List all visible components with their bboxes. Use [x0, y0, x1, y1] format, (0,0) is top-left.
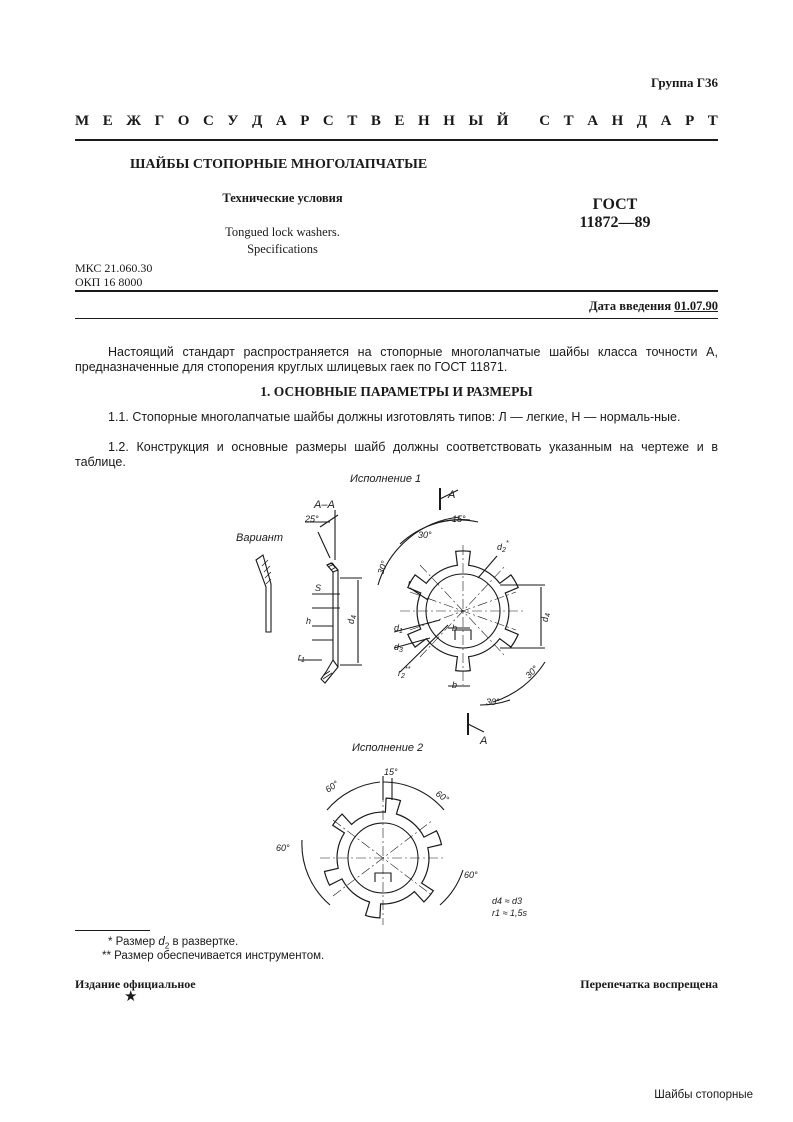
angle-30-left: 30° [375, 559, 390, 576]
d3-label: $d_3$ [394, 642, 403, 654]
footnote-2: ** Размер обеспечивается инструментом. [102, 950, 325, 962]
document-title: ШАЙБЫ СТОПОРНЫЕ МНОГОЛАПЧАТЫЕ [130, 157, 428, 172]
technical-conditions: Технические условия [222, 191, 343, 205]
official-edition: Издание официальное [75, 977, 196, 991]
reprint-prohibited: Перепечатка воспрещена [580, 977, 718, 991]
angle-30-top: 30° [418, 530, 432, 540]
english-title-line2: Specifications [247, 242, 318, 256]
interstate-letter: О [177, 113, 190, 129]
paragraph-1-1: 1.1. Стопорные многолапчатые шайбы должны изготовлять типов: Л — легкие, Н — нормаль-ные. [108, 410, 681, 424]
interstate-letter: Т [347, 113, 358, 129]
date-rule [75, 318, 718, 319]
s-label: S [315, 583, 322, 593]
version1-label: Исполнение 1 [350, 473, 422, 485]
interstate-letter: Т [707, 113, 718, 129]
interstate-letter: Т [563, 113, 574, 129]
section-aa-profile [321, 563, 338, 683]
r2-label: $r_2^{**}$ [398, 666, 411, 680]
note-d4-d3: d4 ≈ d3 [492, 896, 522, 906]
interstate-letter: В [370, 113, 381, 129]
r1-label: $r_1$ [298, 652, 305, 664]
angle-25-label: 25° [305, 514, 319, 524]
d1-label: $d_1$ [394, 623, 403, 635]
interstate-letter: Д [636, 113, 648, 129]
interstate-letter: Е [394, 113, 405, 129]
interstate-letter: А [660, 113, 672, 129]
interstate-letter: Ж [126, 113, 142, 129]
footnote-1: * Размер $d_2$ в развертке. [108, 936, 239, 951]
d2-label: $d_2^*$ [497, 540, 509, 554]
b-label-inner: b [452, 623, 458, 633]
mks-code: МКС 21.060.30 [75, 261, 153, 275]
washer-drawing [0, 465, 793, 925]
classification-codes [75, 261, 152, 289]
interstate-letter: Г [154, 113, 165, 129]
effective-date [589, 299, 718, 314]
angle-60-left: 60° [276, 843, 290, 853]
interstate-letter: У [227, 113, 239, 129]
interstate-letter: С [539, 113, 551, 129]
version2-label: Исполнение 2 [352, 742, 424, 754]
angle-15-top: 15° [452, 514, 466, 524]
d4-label: $d_4$ [346, 615, 358, 624]
interstate-letter: Д [251, 113, 263, 129]
section-1-title: 1. ОСНОВНЫЕ ПАРАМЕТРЫ И РАЗМЕРЫ [260, 384, 533, 399]
footnote-rule [75, 930, 150, 931]
group-label: Группа Г36 [650, 75, 718, 90]
angle-60-top-right: 60° [433, 788, 451, 805]
interstate-letter: Р [685, 113, 695, 129]
interstate-letter: Е [102, 113, 113, 129]
english-title-line1: Tongued lock washers. [225, 225, 340, 239]
interstate-letter: М [75, 113, 90, 129]
r-label: r [408, 578, 411, 588]
page-footer-label: Шайбы стопорные [654, 1089, 753, 1101]
d4-label-plan: $d_4$ [540, 613, 552, 622]
header-rule-top [75, 139, 718, 141]
angle-30-right: 30° [523, 663, 541, 681]
interstate-letter: Н [611, 113, 624, 129]
effective-date-value: 01.07.90 [674, 299, 718, 313]
variant-label: Вариант [236, 532, 284, 544]
interstate-standard-heading [75, 113, 718, 130]
cut-a-bottom: А [480, 735, 488, 747]
angle-60-top-left: 60° [323, 778, 341, 795]
interstate-letter: Н [418, 113, 430, 129]
section-aa-label: А–А [314, 499, 335, 511]
angle-15-v2: 15° [384, 767, 398, 777]
gost-code: 11872—89 [579, 214, 651, 231]
okp-code: ОКП 16 8000 [75, 275, 143, 289]
gost-label: ГОСТ [592, 196, 638, 213]
english-title [75, 224, 490, 258]
interstate-letter: С [202, 113, 214, 129]
interstate-letter: Р [300, 113, 310, 129]
paragraph-1-2: 1.2. Конструкция и основные размеры шайб должны соответствовать указанным на чертеже и в таблице. [75, 440, 718, 469]
interstate-letter: Ы [468, 113, 484, 129]
intro-paragraph: Настоящий стандарт распространяется на стопорные многолапчатые шайбы класса точности А, предназначенные для стопорения круглых шлицевых гаек по ГОСТ 11871. [75, 345, 718, 374]
angle-60-right: 60° [464, 870, 478, 880]
angle-30-bottom: 30° [486, 697, 500, 707]
effective-date-label: Дата введения [589, 299, 672, 313]
b-label-outer: b [452, 680, 458, 690]
note-r1-s: r1 ≈ 1,5s [492, 908, 527, 918]
interstate-letter: Й [496, 113, 509, 129]
interstate-letter: А [275, 113, 287, 129]
interstate-letter: А [587, 113, 599, 129]
h-label: h [306, 616, 312, 626]
interstate-letter [522, 113, 526, 130]
interstate-letter: Н [443, 113, 455, 129]
header-rule-bottom [75, 290, 718, 292]
gost-number [540, 196, 690, 232]
interstate-letter: С [322, 113, 334, 129]
cut-a-top: А [448, 489, 456, 501]
star-icon: ★ [124, 989, 138, 1005]
